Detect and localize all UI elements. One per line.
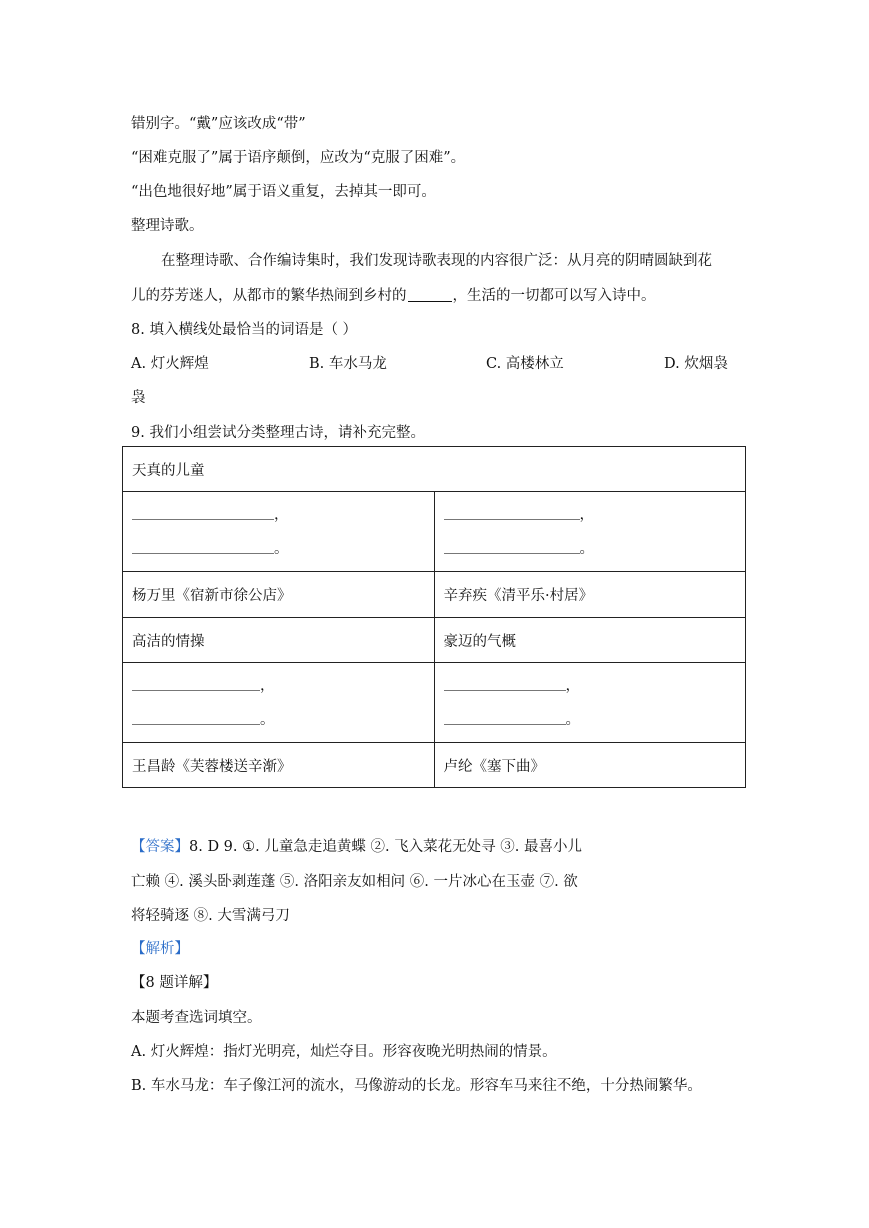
punct: ， <box>579 506 594 523</box>
answer-blank <box>132 538 274 554</box>
question-stem: 8. 填入横线处最恰当的词语是（ ） <box>131 322 358 338</box>
punct: 。 <box>274 540 289 557</box>
punct: ， <box>274 506 289 523</box>
answer-line <box>131 835 582 856</box>
paragraph-text: ，生活的一切都可以写入诗中。 <box>452 288 656 304</box>
answer-blank <box>132 675 260 691</box>
category-cell: 豪迈的气概 <box>434 618 746 663</box>
option-a: A. 灯火辉煌 <box>131 356 209 372</box>
source-cell: 杨万里《宿新市徐公店》 <box>123 572 435 618</box>
sub-heading: 【8 题详解】 <box>131 975 218 991</box>
option-b: B. 车水马龙 <box>309 356 387 372</box>
source-cell: 卢纶《塞下曲》 <box>434 743 746 788</box>
blank-cell <box>434 492 746 572</box>
analysis-line: B. 车水马龙：车子像江河的流水，马像游动的长龙。形容车马来往不绝，十分热闹繁华。 <box>131 1078 702 1094</box>
answer-blank <box>132 709 260 725</box>
blank-cell <box>123 492 435 572</box>
answer-text: 8. D 9. ①. 儿童急走追黄蝶 ②. 飞入菜花无处寻 ③. 最喜小儿 <box>189 839 582 855</box>
source-cell: 王昌龄《芙蓉楼送辛渐》 <box>123 743 435 788</box>
option-d-overflow: 袅 <box>131 390 146 406</box>
table-row <box>123 618 746 663</box>
text-line: “出色地很好地”属于语义重复，去掉其一即可。 <box>131 184 436 200</box>
answer-blank <box>132 504 274 520</box>
punct: 。 <box>565 711 580 728</box>
answer-blank <box>444 709 566 725</box>
paragraph-line: 在整理诗歌、合作编诗集时，我们发现诗歌表现的内容很广泛：从月亮的阴晴圆缺到花 <box>161 253 712 269</box>
punct: 。 <box>260 711 275 728</box>
fill-blank <box>408 287 452 302</box>
table-row <box>123 743 746 788</box>
answer-line: 将轻骑逐 ⑧. 大雪满弓刀 <box>131 908 290 924</box>
category-cell: 天真的儿童 <box>123 447 746 492</box>
blank-cell <box>123 663 435 743</box>
punct: ， <box>565 677 580 694</box>
punct: ， <box>260 677 275 694</box>
paragraph-text: 儿的芬芳迷人，从都市的繁华热闹到乡村的 <box>131 288 407 304</box>
source-cell: 辛弃疾《清平乐·村居》 <box>434 572 746 618</box>
paragraph-line <box>131 284 656 305</box>
answer-tag: 【答案】 <box>131 839 189 855</box>
analysis-tag: 【解析】 <box>131 941 189 957</box>
blank-cell <box>434 663 746 743</box>
punct: 。 <box>579 540 594 557</box>
analysis-line: A. 灯火辉煌：指灯光明亮，灿烂夺目。形容夜晚光明热闹的情景。 <box>131 1044 557 1060</box>
question-stem: 9. 我们小组尝试分类整理古诗，请补充完整。 <box>131 425 425 441</box>
table-row <box>123 572 746 618</box>
answer-blank <box>444 504 580 520</box>
table-row <box>123 447 746 492</box>
answer-blank <box>444 538 580 554</box>
section-heading: 整理诗歌。 <box>131 218 204 234</box>
table-row <box>123 492 746 572</box>
category-cell: 高洁的情操 <box>123 618 435 663</box>
text-line: 错别字。“戴”应该改成“带” <box>131 116 306 132</box>
answer-blank <box>444 675 566 691</box>
option-d: D. 炊烟袅 <box>664 356 728 372</box>
answer-line: 亡赖 ④. 溪头卧剥莲蓬 ⑤. 洛阳亲友如相问 ⑥. 一片冰心在玉壶 ⑦. 欲 <box>131 874 578 890</box>
text-line: “困难克服了”属于语序颠倒，应改为“克服了困难”。 <box>131 150 466 166</box>
table-row <box>123 663 746 743</box>
analysis-line: 本题考查选词填空。 <box>131 1010 262 1026</box>
poem-table <box>122 446 746 788</box>
option-c: C. 高楼林立 <box>486 356 564 372</box>
